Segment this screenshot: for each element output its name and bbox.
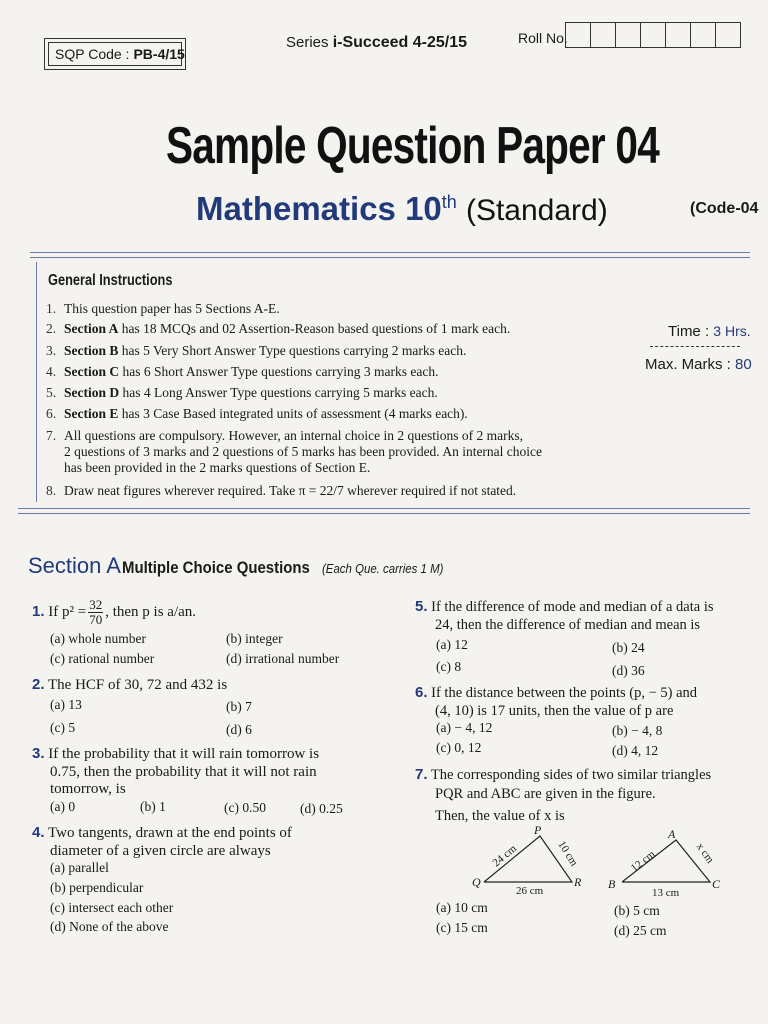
option: (a) parallel — [50, 860, 109, 875]
question-5: 5. If the difference of mode and median of a data is — [415, 598, 714, 615]
question-4: 4. Two tangents, drawn at the end points of — [32, 824, 292, 841]
section-note: (Each Que. carries 1 M) — [322, 561, 444, 576]
roll-box — [590, 22, 616, 48]
general-instructions-title: General Instructions — [48, 272, 173, 289]
option: (b) 24 — [612, 640, 645, 655]
option: (a) 13 — [50, 697, 82, 712]
option: (b) − 4, 8 — [612, 723, 663, 738]
instruction-item: 5. Section D has 4 Long Answer Type questions carrying 5 marks each. — [46, 385, 438, 400]
option: (c) rational number — [50, 651, 155, 666]
question-7-line: PQR and ABC are given in the figure. — [435, 786, 656, 802]
roll-box — [690, 22, 716, 48]
option: (c) 0.50 — [224, 800, 266, 815]
subject-name: Mathematics 10 — [196, 190, 442, 227]
question-7: 7. The corresponding sides of two similar triangles — [415, 766, 712, 783]
option: (c) 5 — [50, 720, 76, 735]
option: (c) 8 — [436, 659, 462, 674]
subject-title — [196, 190, 608, 228]
option: (c) 15 cm — [436, 920, 488, 935]
vertex-q: Q — [472, 875, 481, 889]
series-value: i-Succeed 4-25/15 — [332, 34, 467, 51]
side-qr: 26 cm — [516, 885, 544, 897]
sqp-code-box — [44, 38, 186, 70]
option: (b) 5 cm — [614, 903, 660, 918]
instruction-item: 2 questions of 3 marks and 2 questions of 5 marks has been provided. An internal choice — [64, 444, 543, 459]
question-4-line: diameter of a given circle are always — [50, 843, 271, 859]
side-ac: x cm — [693, 840, 717, 866]
time-allowed: Time : 3 Hrs. — [668, 323, 751, 340]
instruction-item: 2. Section A has 18 MCQs and 02 Assertion-Reason based questions of 1 mark each. — [46, 321, 511, 336]
question-2: 2. The HCF of 30, 72 and 432 is — [32, 676, 228, 693]
instruction-item: 4. Section C has 6 Short Answer Type questions carrying 3 marks each. — [46, 364, 439, 379]
option: (d) 4, 12 — [612, 743, 659, 758]
roll-box — [615, 22, 641, 48]
instruction-item: 1. This question paper has 5 Sections A-E. — [46, 301, 280, 316]
side-pr: 10 cm — [555, 838, 580, 869]
series-label: Series — [286, 34, 329, 51]
option: (b) 1 — [140, 799, 166, 814]
section-title: Multiple Choice Questions — [122, 558, 310, 577]
roll-box — [640, 22, 666, 48]
paper-title: Sample Question Paper 04 — [166, 117, 659, 175]
sqp-code-value: PB-4/15 — [133, 46, 185, 62]
side-ab: 12 cm — [628, 848, 658, 875]
question-3-line: 0.75, then the probability that it will not rain — [50, 764, 317, 780]
instruction-item: 8. Draw neat figures wherever required. Take π = 22/7 wherever required if not stated. — [46, 483, 517, 498]
roll-box — [715, 22, 741, 48]
roll-box — [665, 22, 691, 48]
question-3-line: tomorrow, is — [50, 781, 126, 797]
question-5-line: 24, then the difference of median and mean is — [435, 617, 701, 633]
instruction-item: has been provided in the 2 marks questions of Section E. — [64, 460, 371, 475]
max-marks: Max. Marks : 80 — [645, 356, 752, 373]
vertex-c: C — [712, 877, 721, 891]
series-line — [286, 34, 467, 52]
instructions-top-rule — [30, 252, 750, 258]
subject-code: (Code-04 — [690, 200, 759, 217]
question-7-line: Then, the value of x is — [435, 808, 565, 824]
option: (d) 25 cm — [614, 923, 667, 938]
option: (c) 0, 12 — [436, 740, 482, 755]
instruction-item: 7. All questions are compulsory. However, an internal choice in 2 questions of 2 marks, — [46, 428, 523, 443]
option: (b) 7 — [226, 699, 252, 714]
option: (a) 10 cm — [436, 900, 488, 915]
option: (d) 36 — [612, 663, 645, 678]
roll-no-label: Roll No. — [518, 30, 568, 46]
subject-sup: th — [441, 192, 457, 212]
vertex-p: P — [534, 823, 542, 837]
question-6-line: (4, 10) is 17 units, then the value of p are — [435, 703, 674, 719]
side-pq: 24 cm — [490, 842, 519, 870]
option: (d) 0.25 — [300, 801, 343, 816]
option: (b) integer — [226, 631, 283, 646]
standard-label: (Standard) — [465, 194, 608, 227]
option: (a) 0 — [50, 799, 76, 814]
side-bc: 13 cm — [652, 887, 680, 899]
instructions-bottom-rule — [18, 508, 750, 514]
roll-no-boxes — [566, 22, 741, 48]
dashed-divider — [650, 346, 740, 347]
instructions-left-rule — [36, 262, 38, 502]
roll-box — [565, 22, 591, 48]
instruction-item: 6. Section E has 3 Case Based integrated units of assessment (4 marks each). — [46, 406, 468, 421]
sqp-code-label: SQP Code : — [55, 46, 130, 62]
question-1: 1. If p² = $\frac{32}{70}$ , then p is a/an. — [32, 597, 197, 627]
question-6: 6. If the distance between the points (p, − 5) and — [415, 684, 698, 701]
option: (c) intersect each other — [50, 900, 174, 915]
instruction-item: 3. Section B has 5 Very Short Answer Type questions carrying 2 marks each. — [46, 343, 467, 358]
option: (a) − 4, 12 — [436, 720, 493, 735]
vertex-a: A — [668, 827, 676, 841]
option: (d) irrational number — [226, 651, 340, 666]
section-name: Section A — [28, 553, 121, 578]
vertex-r: R — [574, 875, 582, 889]
option: (d) None of the above — [50, 919, 169, 934]
question-3: 3. If the probability that it will rain tomorrow is — [32, 745, 320, 762]
option: (d) 6 — [226, 722, 252, 737]
option: (a) whole number — [50, 631, 146, 646]
similar-triangles-figure — [460, 822, 730, 904]
vertex-b: B — [608, 877, 616, 891]
option: (b) perpendicular — [50, 880, 144, 895]
option: (a) 12 — [436, 637, 468, 652]
